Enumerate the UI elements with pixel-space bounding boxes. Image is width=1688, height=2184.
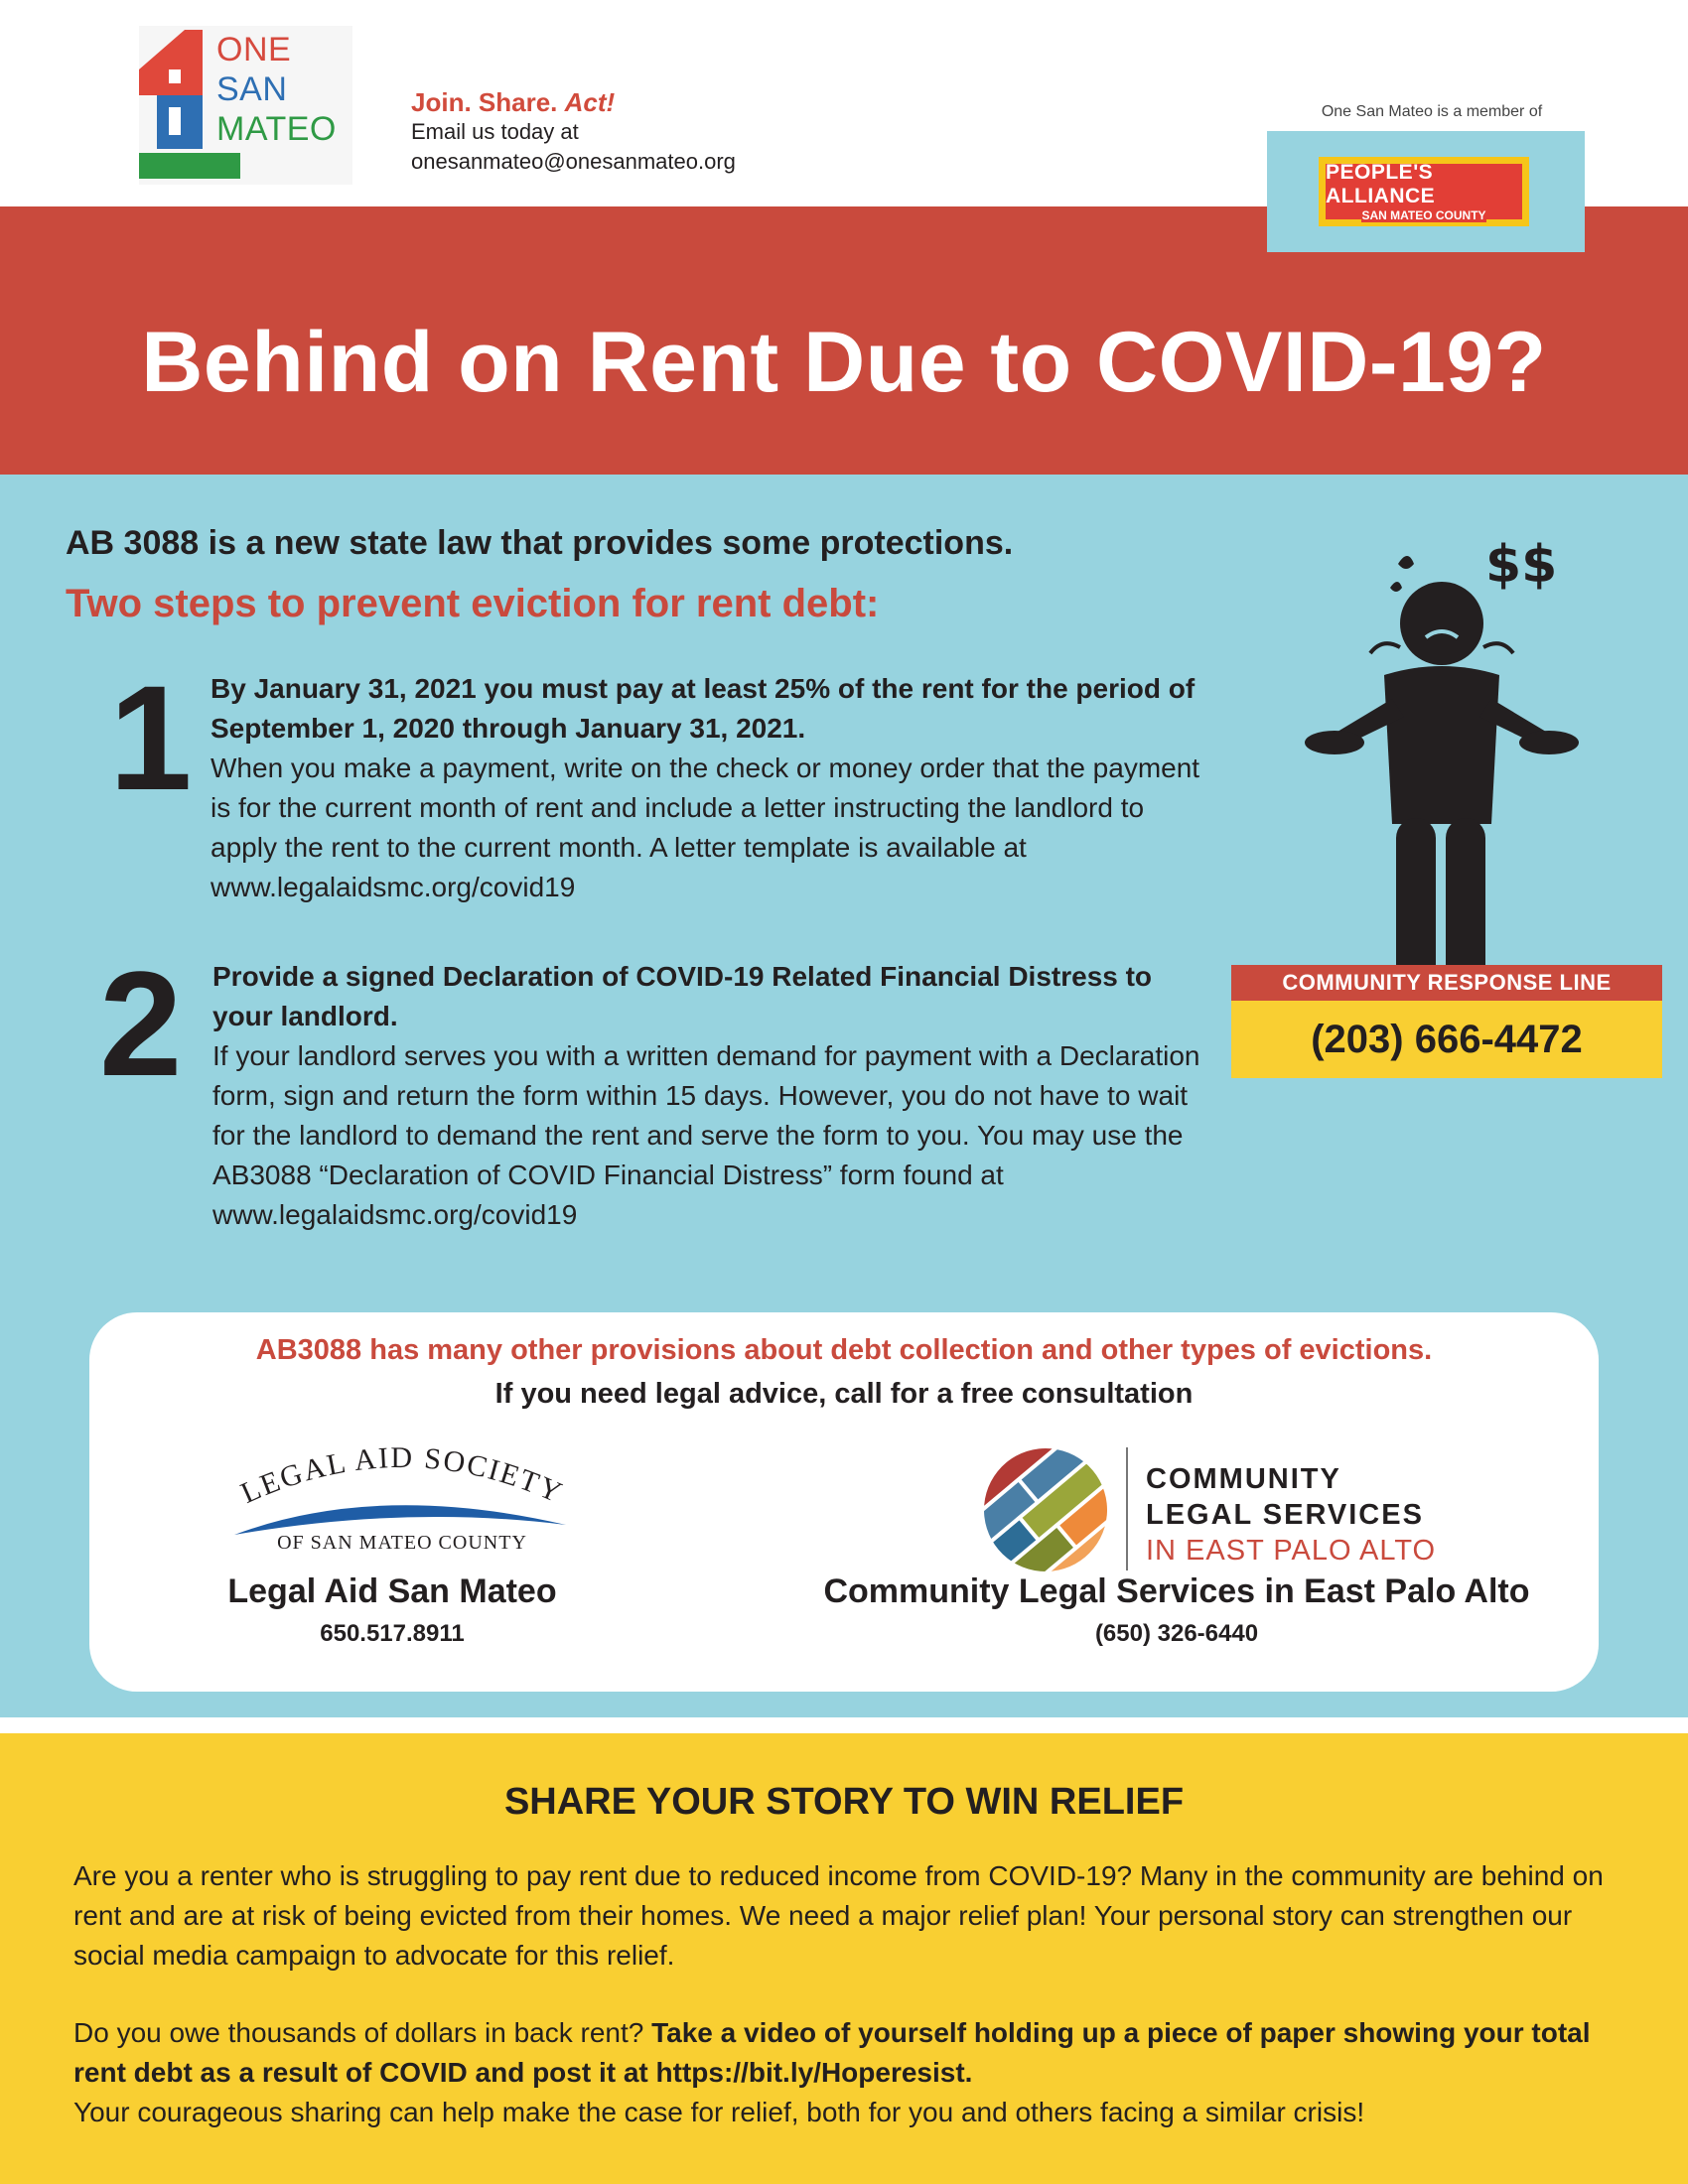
main-section	[0, 475, 1688, 1717]
free-consultation-note: If you need legal advice, call for a free consultation	[494, 1378, 1194, 1410]
peoples-alliance-county: SAN MATEO COUNTY	[1361, 208, 1486, 222]
tagline	[411, 87, 736, 177]
cls-logo-divider	[1126, 1447, 1128, 1570]
cls-phone[interactable]: (650) 326-6440	[1094, 1620, 1259, 1647]
member-note: One San Mateo is a member of	[1321, 103, 1543, 120]
community-response-line[interactable]	[1231, 965, 1662, 1078]
legal-aid-society-logo[interactable]	[228, 1441, 576, 1561]
response-line-label: COMMUNITY RESPONSE LINE	[1231, 965, 1662, 1001]
step-1-number: 1	[109, 654, 193, 821]
step-2-body: If your landlord serves you with a written demand for payment with a Declaration form, sign and return the form within 15 days. However, you do not have to wait for the landlord to demand the rent and serve the form to you. You may use the AB3088 “Declaration of COVID Financial Distress” form found at www.legalaidsmc.org/covid19	[212, 1040, 1200, 1230]
step-1-body: When you make a payment, write on the check or money order that the payment is for the current month of rent and include a letter instructing the landlord to apply the rent to the current month. A letter template is available at www.legalaidsmc.org/covid19	[211, 752, 1200, 902]
empty-pockets-figure-icon	[1301, 504, 1579, 1001]
response-line-number[interactable]: (203) 666-4472	[1231, 1001, 1662, 1078]
step-2-bold: Provide a signed Declaration of COVID-19 Related Financial Distress to your landlord.	[212, 961, 1153, 1031]
share-p2-tail: Your courageous sharing can help make the case for relief, both for you and others facing a similar crisis!	[73, 2097, 1365, 2127]
intro-law-text: AB 3088 is a new state law that provides some protections.	[66, 524, 1014, 562]
logo-text-san: SAN	[216, 70, 288, 108]
consultation-box	[89, 1312, 1599, 1692]
cls-name: Community Legal Services in East Palo Alto	[823, 1572, 1530, 1610]
cls-logo-text	[1146, 1461, 1436, 1569]
legal-aid-logo-top-text: LEGAL AID SOCIETY	[235, 1441, 569, 1511]
email-link[interactable]: onesanmateo@onesanmateo.org	[411, 149, 736, 174]
legal-aid-name: Legal Aid San Mateo	[227, 1572, 557, 1610]
tagline-join: Join. Share. Act!	[411, 87, 616, 117]
share-p2-plain: Do you owe thousands of dollars in back rent?	[73, 2017, 652, 2048]
cls-logo-line3: IN EAST PALO ALTO	[1146, 1535, 1437, 1567]
peoples-alliance-badge	[1319, 157, 1529, 226]
peoples-alliance-logo[interactable]	[1267, 131, 1585, 252]
intro-steps-heading: Two steps to prevent eviction for rent debt:	[66, 582, 880, 625]
legal-aid-phone[interactable]: 650.517.8911	[320, 1620, 465, 1647]
share-paragraph-2	[73, 2013, 1622, 2132]
step-2-number: 2	[99, 940, 183, 1107]
share-title: SHARE YOUR STORY TO WIN RELIEF	[503, 1781, 1185, 1823]
one-san-mateo-logo[interactable]	[139, 26, 352, 185]
share-paragraph-1: Are you a renter who is struggling to pay rent due to reduced income from COVID-19? Many in the community are behind on rent and are at risk of being evicted from their homes. We need a major relief plan! Your personal story can strengthen our social media campaign to advocate for this relief.	[73, 1860, 1604, 1971]
step-1-text	[211, 669, 1203, 907]
step-2-text	[212, 957, 1205, 1235]
share-p2-bold[interactable]: Take a video of yourself holding up a piece of paper showing your total rent debt as a result of COVID and post it at https://bit.ly/Hoperesist.	[73, 2017, 1591, 2088]
step-1-bold: By January 31, 2021 you must pay at least 25% of the rent for the period of September 1, 2020 through January 31, 2021.	[211, 673, 1196, 744]
page-title: Behind on Rent Due to COVID-19?	[141, 315, 1547, 410]
logo-text-one: ONE	[216, 31, 292, 68]
cls-logo-line2: LEGAL SERVICES	[1146, 1499, 1424, 1531]
cls-logo-line1: COMMUNITY	[1146, 1463, 1341, 1495]
peoples-alliance-name: PEOPLE'S ALLIANCE	[1326, 161, 1436, 207]
share-story-section	[0, 1733, 1688, 2184]
community-legal-services-logo-icon[interactable]	[983, 1447, 1108, 1572]
legal-aid-logo-bottom-text: OF SAN MATEO COUNTY	[277, 1532, 527, 1554]
logo-text-mateo: MATEO	[216, 110, 337, 148]
tagline-email-prompt: Email us today at	[411, 119, 579, 144]
provisions-note: AB3088 has many other provisions about debt collection and other types of evictions.	[255, 1334, 1433, 1366]
dollar-signs: $$	[1485, 535, 1558, 595]
